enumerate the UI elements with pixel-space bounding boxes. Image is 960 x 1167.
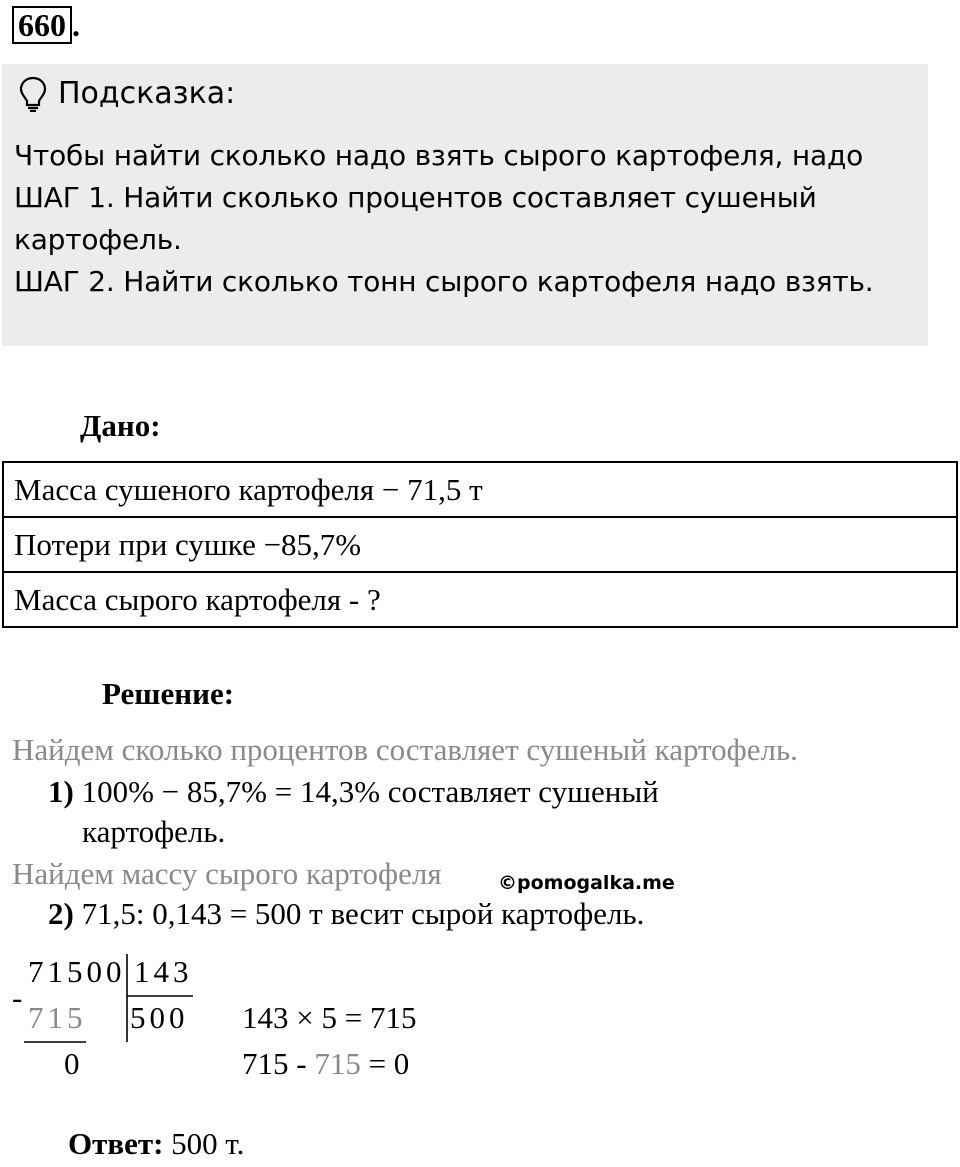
- given-row: [3, 462, 957, 517]
- quotient: 500: [130, 1000, 189, 1035]
- given-row: [3, 572, 957, 627]
- solution-step-1: [48, 774, 659, 810]
- step-1-expression: 100% − 85,7% = 14,3% составляет сушеный: [81, 774, 659, 809]
- hint-title-text: Подсказка:: [58, 76, 236, 111]
- step-2-number: 2): [48, 896, 74, 931]
- minus-sign: -: [12, 980, 27, 1015]
- divisor: 143: [134, 954, 193, 989]
- given-cell: Масса сушеного картофеля − 71,5 т: [3, 462, 957, 517]
- hint-step2-label: ШАГ 2.: [14, 265, 115, 298]
- given-cell: Масса сырого картофеля - ?: [3, 572, 957, 627]
- lightbulb-icon: [18, 76, 48, 112]
- solution-step-2: [48, 896, 644, 932]
- given-row: [3, 517, 957, 572]
- hint-title: [18, 76, 235, 112]
- hint-step2-text: Найти сколько тонн сырого картофеля надо взять.: [114, 265, 874, 298]
- hint-step1-continuation: картофель.: [14, 223, 182, 256]
- hint-panel: [2, 64, 928, 346]
- hint-step1-text: Найти сколько процентов составляет сушеный: [114, 181, 817, 214]
- given-cell: Потери при сушке −85,7%: [3, 517, 957, 572]
- dividend: 71500: [28, 954, 126, 989]
- solution-step-1-continuation: картофель.: [82, 814, 226, 849]
- step-1-number: 1): [48, 774, 74, 809]
- check-subtraction-c: = 0: [360, 1046, 410, 1081]
- hint-step1: [14, 180, 817, 216]
- subtrahend: 715: [28, 1000, 87, 1035]
- long-division: [0, 950, 460, 1090]
- check-multiplication: 143 × 5 = 715: [242, 1000, 417, 1035]
- check-subtraction-b: 715: [314, 1046, 361, 1081]
- given-table: [2, 461, 958, 628]
- task-number-box: 660: [12, 6, 72, 44]
- remainder: 0: [64, 1046, 84, 1081]
- step-2-expression: 71,5: 0,143 = 500 т: [81, 896, 323, 931]
- division-lines: [0, 950, 200, 1080]
- solution-comment-1: Найдем сколько процентов составляет сушеный картофель.: [12, 732, 798, 767]
- answer-label: Ответ:: [68, 1126, 164, 1161]
- given-heading: Дано:: [80, 408, 161, 443]
- answer-value: 500 т.: [163, 1126, 245, 1161]
- check-subtraction: [242, 1046, 409, 1082]
- check-subtraction-a: 715 -: [242, 1046, 315, 1081]
- solution-heading: Решение:: [102, 676, 235, 711]
- step-2-text: весит сырой картофель.: [322, 896, 645, 931]
- answer: [68, 1126, 244, 1162]
- task-number-dot: .: [72, 7, 80, 43]
- hint-step1-label: ШАГ 1.: [14, 181, 115, 214]
- hint-intro: Чтобы найти сколько надо взять сырого картофеля, надо: [14, 139, 864, 172]
- task-number: [12, 6, 80, 44]
- solution-comment-2: Найдем массу сырого картофеля: [12, 856, 442, 891]
- watermark: ©pomogalka.me: [498, 872, 675, 894]
- hint-step2: [14, 264, 874, 300]
